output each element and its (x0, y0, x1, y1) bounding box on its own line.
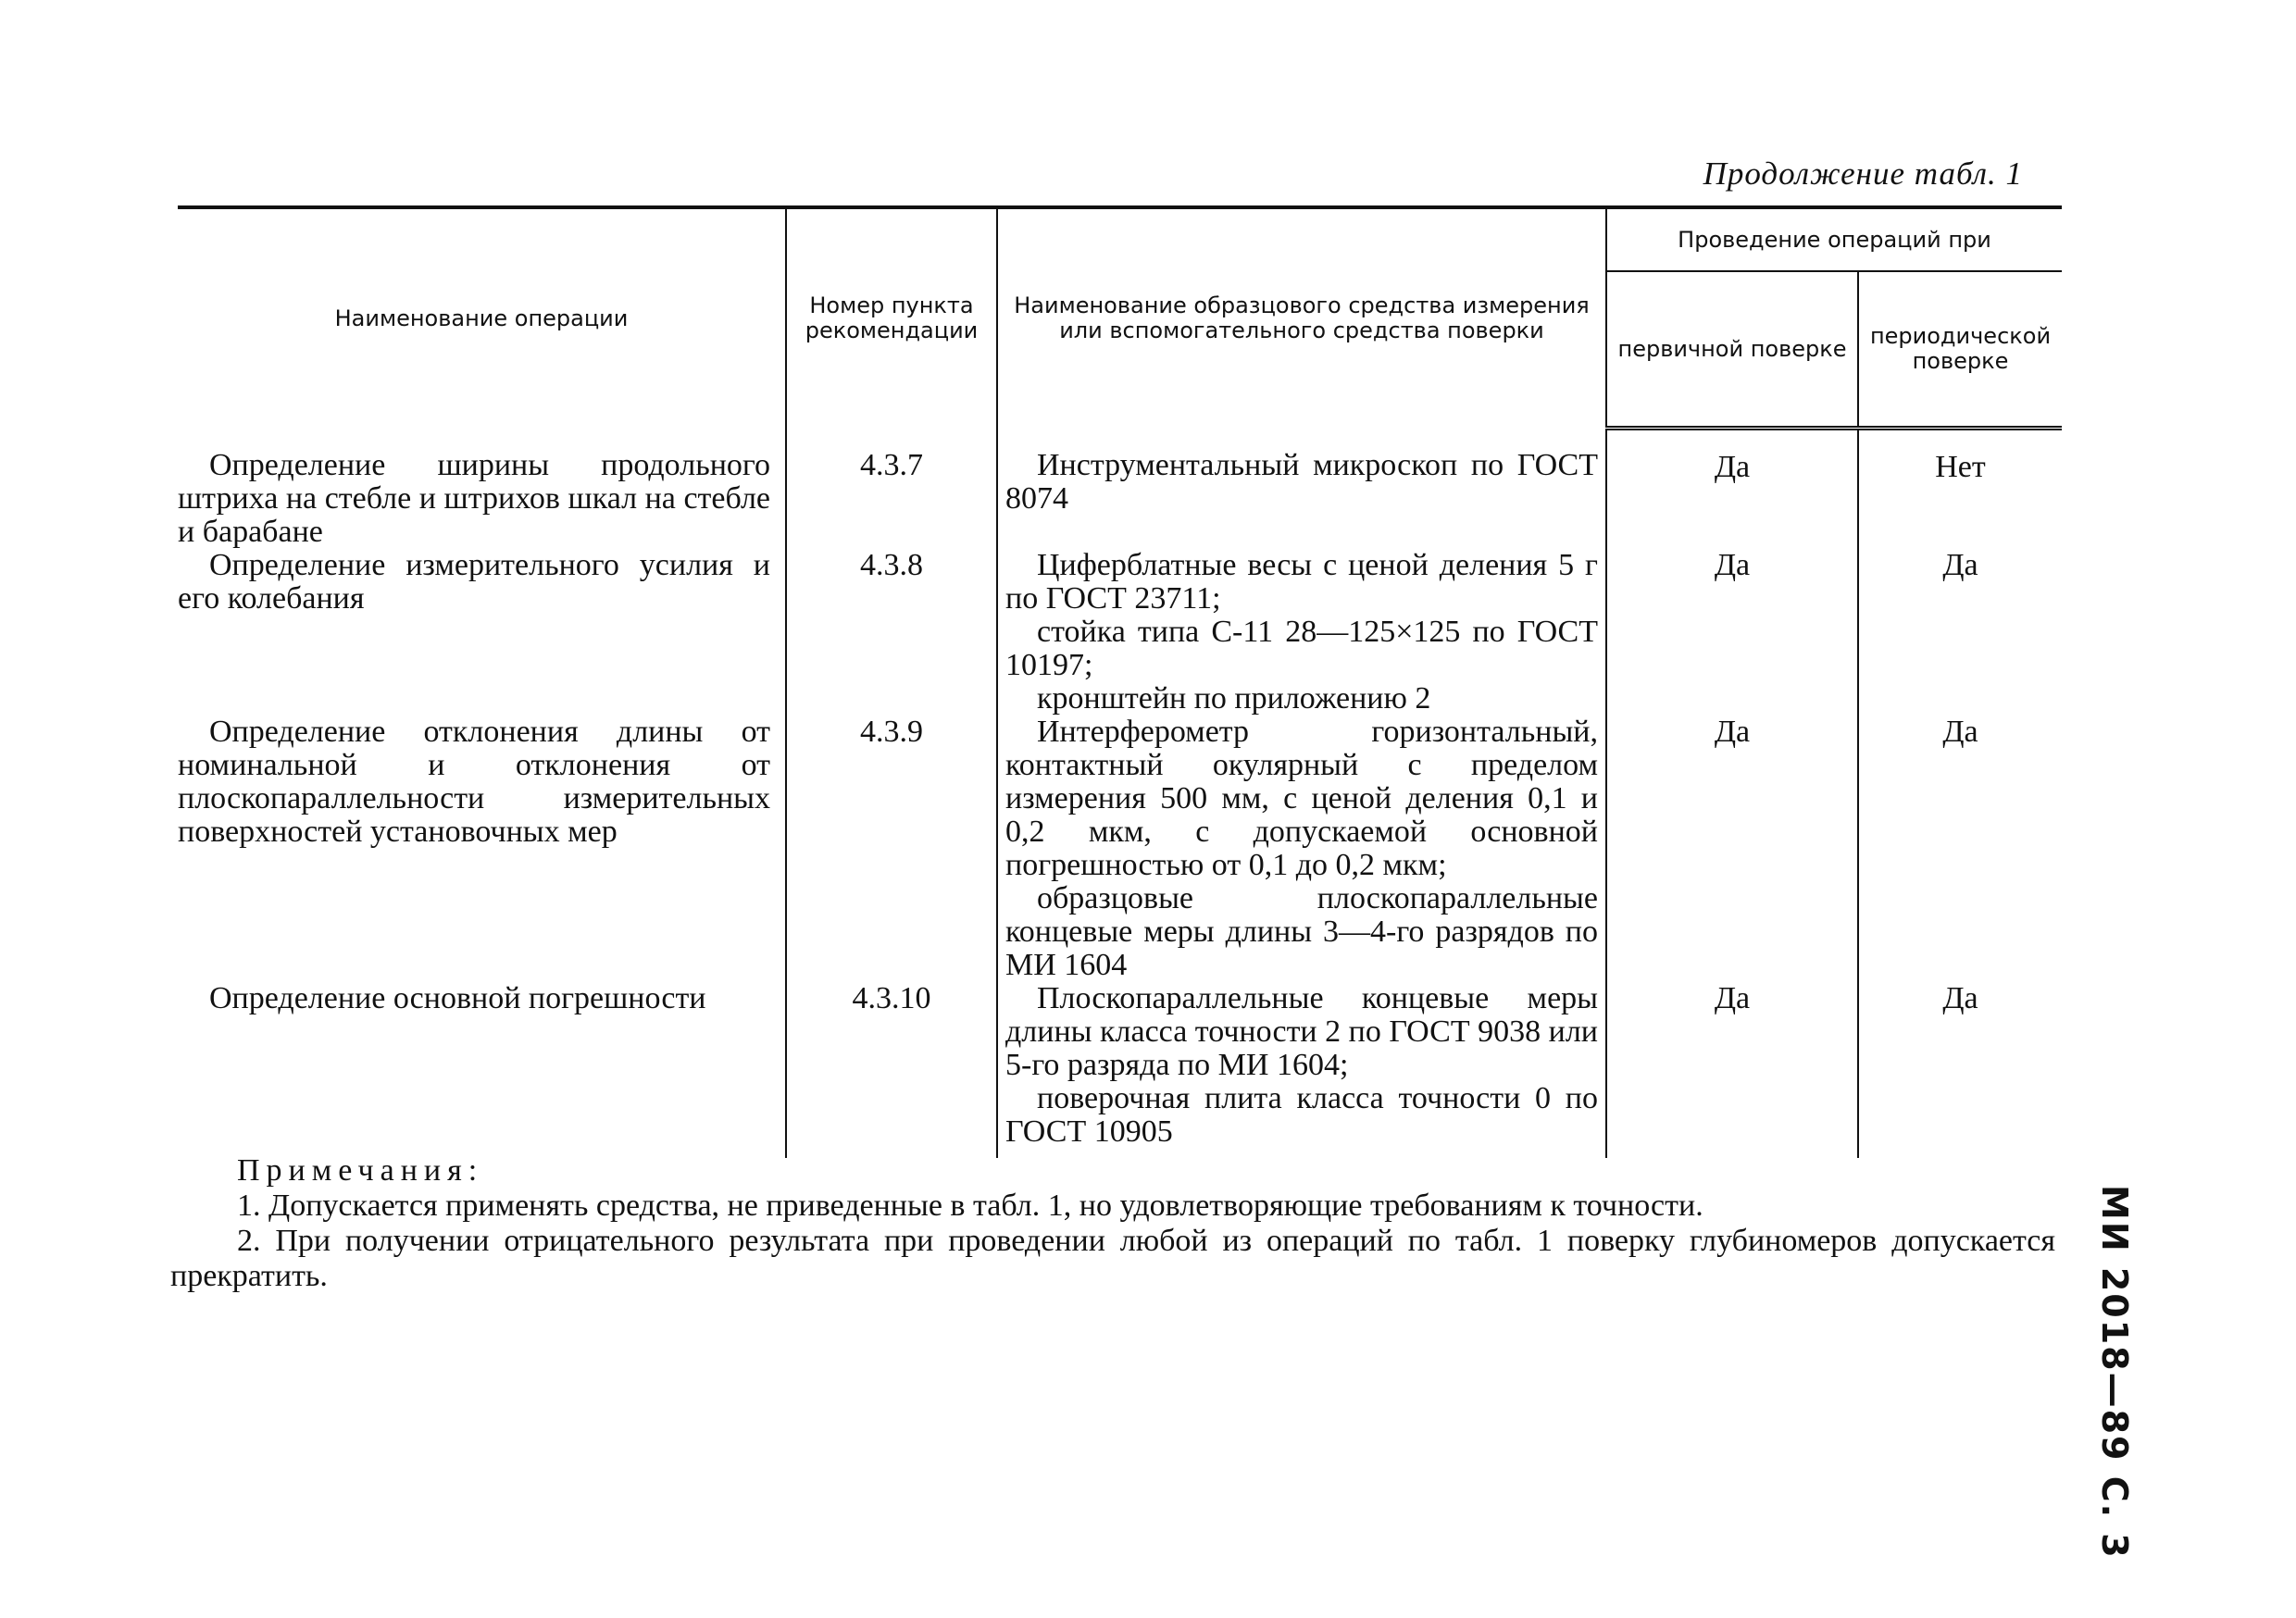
item-number-cell: 4.3.7 (786, 429, 997, 549)
reference-tool-cell (997, 429, 1606, 549)
notes-section (170, 1153, 2055, 1294)
operation-cell: Определение основной погрешности (209, 980, 706, 1015)
primary-check-cell: Да (1606, 716, 1858, 982)
notes-title: Примечания: (237, 1153, 484, 1188)
primary-check-cell: Да (1606, 982, 1858, 1158)
operation-cell: Определение ширины продольного штриха на стебле и штрихов шкал на стебле и барабане (178, 447, 770, 549)
tool-line: кронштейн по приложению 2 (1037, 680, 1431, 716)
table-row (178, 429, 2062, 549)
tool-line: стойка типа С-11 28—125×125 по ГОСТ 10197; (1005, 614, 1598, 682)
item-number-cell: 4.3.9 (786, 716, 997, 982)
tool-line: Инструментальный микроскоп по ГОСТ 8074 (1005, 447, 1598, 516)
operations-table (178, 205, 2062, 1158)
reference-tool-cell (997, 982, 1606, 1158)
operation-cell: Определение отклонения длины от номинальной и отклонения от плоскопараллельности измерительных поверхностей установочных мер (178, 714, 770, 849)
primary-check-cell: Да (1606, 549, 1858, 716)
tool-line: поверочная плита класса точности 0 по ГОСТ 10905 (1005, 1080, 1598, 1149)
periodic-check-cell: Да (1858, 716, 2062, 982)
note-item: 2. При получении отрицательного результата при проведении любой из операций по табл. 1 поверку глубиномеров допускается прекратить. (170, 1224, 2055, 1293)
operation-cell: Определение измерительного усилия и его колебания (178, 547, 770, 616)
table-row (178, 982, 2062, 1158)
primary-check-cell: Да (1606, 429, 1858, 549)
item-number-cell: 4.3.8 (786, 549, 997, 716)
table-caption: Продолжение табл. 1 (1703, 156, 2023, 192)
table-row (178, 716, 2062, 982)
header-item-number: Номер пункта рекомендации (786, 207, 997, 429)
header-reference-tool: Наименование образцового средства измерения или вспомогательного средства поверки (997, 207, 1606, 429)
periodic-check-cell: Да (1858, 982, 2062, 1158)
tool-line: образцовые плоскопараллельные концевые меры длины 3—4-го разрядов по МИ 1604 (1005, 880, 1598, 982)
header-primary: первичной поверке (1606, 271, 1858, 429)
periodic-check-cell: Нет (1858, 429, 2062, 549)
table-row (178, 549, 2062, 716)
header-periodic: периодической поверке (1858, 271, 2062, 429)
header-conduct-group: Проведение операций при (1606, 207, 2062, 271)
tool-line: Циферблатные весы с ценой деления 5 г по ГОСТ 23711; (1005, 547, 1598, 616)
reference-tool-cell (997, 549, 1606, 716)
document-page-label: МИ 2018—89 С. 3 (2094, 1185, 2135, 1560)
note-item: 1. Допускается применять средства, не приведенные в табл. 1, но удовлетворяющие требованиям к точности. (237, 1189, 1703, 1223)
item-number-cell: 4.3.10 (786, 982, 997, 1158)
periodic-check-cell: Да (1858, 549, 2062, 716)
tool-line: Плоскопараллельные концевые меры длины класса точности 2 по ГОСТ 9038 или 5-го разряда по МИ 1604; (1005, 980, 1598, 1082)
tool-line: Интерферометр горизонтальный, контактный окулярный с пределом измерения 500 мм, с ценой деления 0,1 и 0,2 мкм, с допускаемой основной погрешностью от 0,1 до 0,2 мкм; (1005, 714, 1598, 882)
reference-tool-cell (997, 716, 1606, 982)
header-operation: Наименование операции (178, 207, 786, 429)
